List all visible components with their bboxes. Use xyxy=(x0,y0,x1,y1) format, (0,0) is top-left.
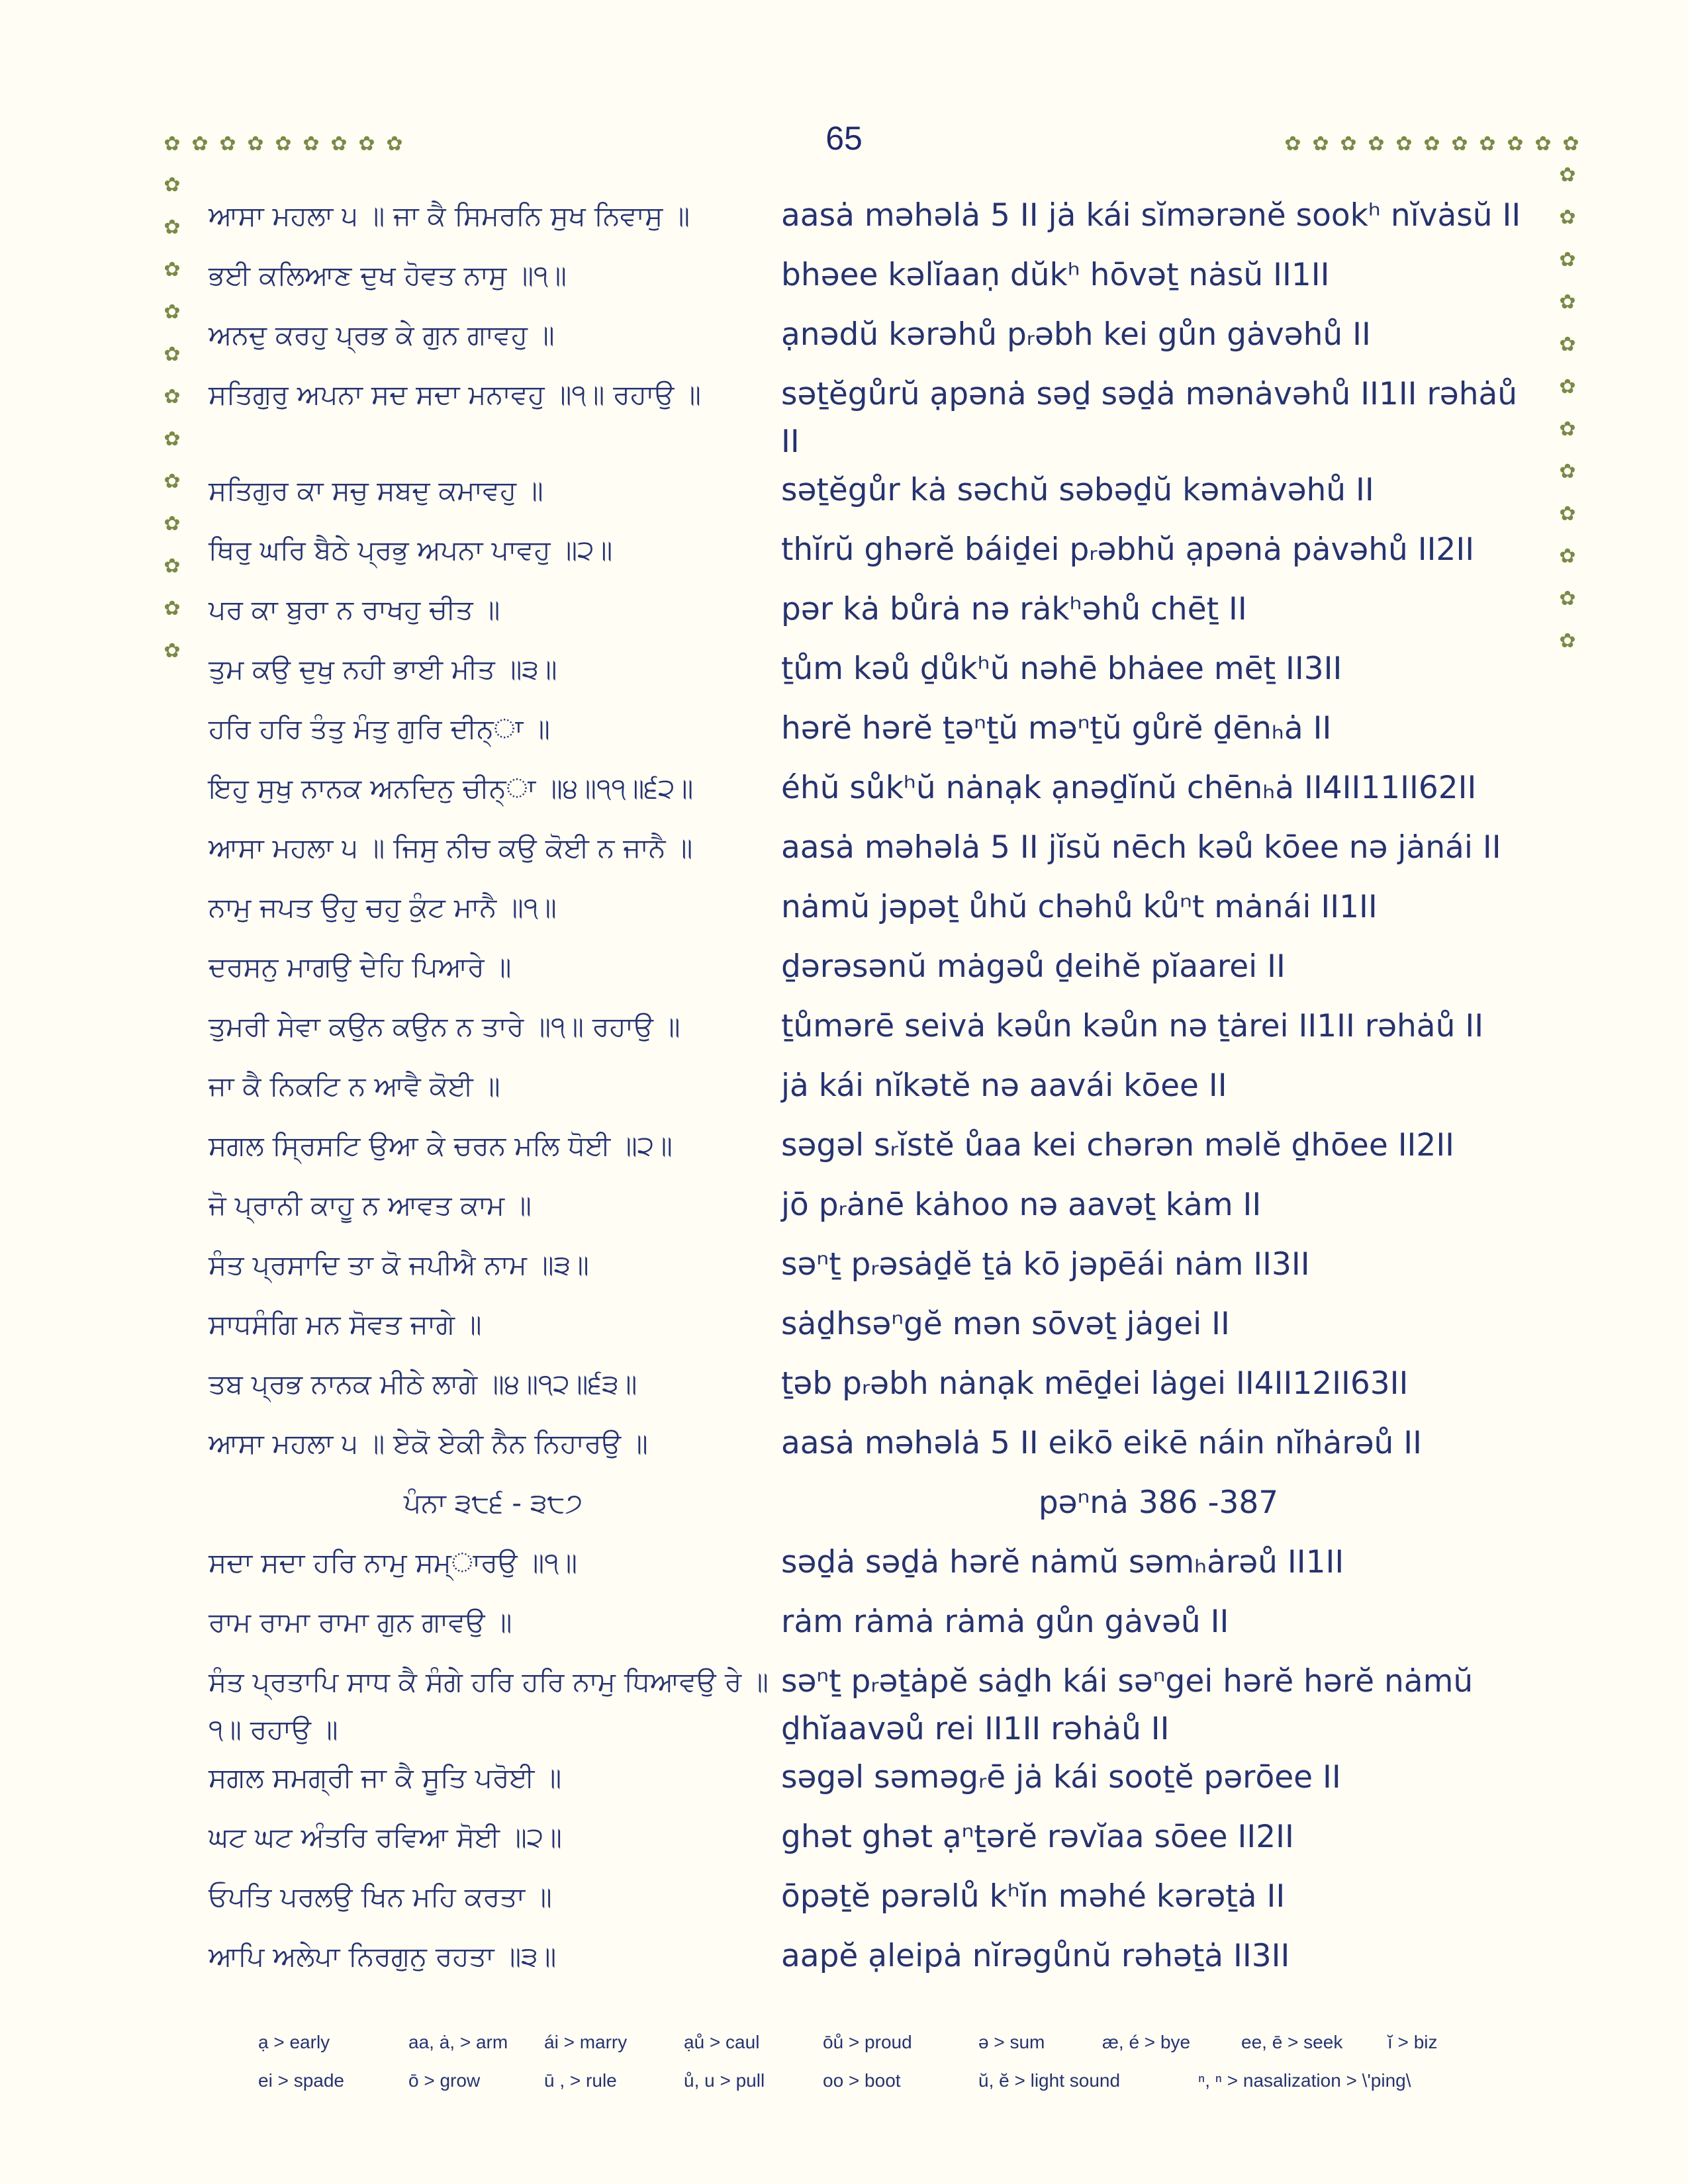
flower-icon: ✿ xyxy=(1451,132,1468,156)
flower-icon: ✿ xyxy=(164,470,181,493)
transliteration-line: aasȧ məhəlȧ 5 II jȧ kái sĭmərənĕ sookʰ nĭvȧsŭ II xyxy=(781,197,1521,234)
flower-icon: ✿ xyxy=(1559,291,1576,314)
gurmukhi-line: ਭਈ ਕਲਿਆਣ ਦੁਖ ਹੋਵਤ ਨਾਸੁ ॥੧॥ xyxy=(209,259,567,291)
legend-item: aa, ȧ, > arm xyxy=(408,2032,508,2052)
gurmukhi-line: ਹਰਿ ਹਰਿ ਤੰਤੁ ਮੰਤੁ ਗੁਰਿ ਦੀਨ੍ਾ ॥ xyxy=(209,713,550,745)
flower-icon: ✿ xyxy=(1559,502,1576,525)
gurmukhi-line: ਆਸਾ ਮਹਲਾ ੫ ॥ ਜਿਸੁ ਨੀਚ ਕਉ ਕੋਈ ਨ ਜਾਨੈ ॥ xyxy=(209,832,693,864)
verse-list xyxy=(209,192,1519,1992)
legend-item: ŭ, ĕ > light sound xyxy=(978,2070,1121,2091)
legend-item: ei > spade xyxy=(258,2070,344,2091)
legend-item: ů, u > pull xyxy=(684,2070,765,2091)
legend-item: ō > grow xyxy=(408,2070,481,2091)
flower-icon: ✿ xyxy=(164,428,181,451)
verse-row xyxy=(209,1658,1519,1754)
flower-icon: ✿ xyxy=(1559,375,1576,398)
verse-row xyxy=(209,526,1519,586)
legend-item: ái > marry xyxy=(544,2032,628,2052)
flower-icon: ✿ xyxy=(275,132,292,156)
transliteration-line: səⁿṯ pᵣəṯȧpĕ sȧḏh kái səⁿgei hərĕ hərĕ nȧmŭ ḏhĭaavəů rei II1II rəhȧů II xyxy=(781,1663,1474,1747)
flower-icon: ✿ xyxy=(1559,545,1576,568)
verse-row xyxy=(209,1003,1519,1062)
gurmukhi-line: ਤੁਮਰੀ ਸੇਵਾ ਕਉਨ ਕਉਨ ਨ ਤਾਰੇ ॥੧॥ ਰਹਾਉ ॥ xyxy=(209,1011,680,1042)
verse-row xyxy=(209,192,1519,251)
legend-item: ạ > early xyxy=(258,2032,330,2052)
flower-icon: ✿ xyxy=(164,555,181,578)
verse-row xyxy=(209,371,1519,467)
verse-row xyxy=(209,311,1519,371)
legend-item: æ, é > bye xyxy=(1102,2032,1191,2052)
transliteration-line: hərĕ hərĕ ṯəⁿṯŭ məⁿṯŭ gůrĕ ḏēnₕȧ II xyxy=(781,710,1332,747)
flower-icon: ✿ xyxy=(164,385,181,408)
legend-item: ōů > proud xyxy=(823,2032,912,2052)
page-number: 65 xyxy=(825,120,863,157)
gurmukhi-line: ਸੰਤ ਪ੍ਰਤਾਪਿ ਸਾਧ ਕੈ ਸੰਗੇ ਹਰਿ ਹਰਿ ਨਾਮੁ ਧਿਆਵਉ ਰੇ ॥੧॥ ਰਹਾਉ ॥ xyxy=(209,1666,769,1745)
gurmukhi-line: ਜਾ ਕੈ ਨਿਕਟਿ ਨ ਆਵੈ ਕੋਈ ॥ xyxy=(209,1070,500,1102)
transliteration-line: sȧḏhsəⁿgĕ mən sōvəṯ jȧgei II xyxy=(781,1306,1230,1342)
transliteration-line: səṯĕgůrŭ ạpənȧ səḏ səḏȧ mənȧvəhů II1II rəhȧů II xyxy=(781,376,1518,460)
gurmukhi-line: ਆਸਾ ਮਹਲਾ ੫ ॥ ਏਕੋ ਏਕੀ ਨੈਨ ਨਿਹਾਰਉ ॥ xyxy=(209,1428,648,1459)
flower-icon: ✿ xyxy=(164,300,181,324)
verse-row xyxy=(209,824,1519,884)
flower-icon: ✿ xyxy=(1559,629,1576,653)
gurmukhi-line: ਨਾਮੁ ਜਪਤ ਉਹੁ ਚਹੁ ਕੁੰਟ ਮਾਨੈ ॥੧॥ xyxy=(209,891,557,923)
flower-icon: ✿ xyxy=(1312,132,1329,156)
transliteration-line: ṯůmərē seivȧ kəůn kəůn nə ṯȧrei II1II rəhȧů II xyxy=(781,1008,1484,1044)
flower-icon: ✿ xyxy=(1534,132,1552,156)
transliteration-line: ṯům kəů ḏůkʰŭ nəhē bhȧee mēṯ II3II xyxy=(781,651,1342,687)
legend-item: oo > boot xyxy=(823,2070,901,2091)
transliteration-line: aapĕ ạleipȧ nĭrəgůnŭ rəhəṯȧ II3II xyxy=(781,1938,1290,1974)
verse-row xyxy=(209,1539,1519,1598)
flower-icon: ✿ xyxy=(164,132,181,156)
flower-icon: ✿ xyxy=(164,173,181,197)
verse-row xyxy=(209,1598,1519,1658)
legend-item: ạů > caul xyxy=(684,2032,760,2052)
gurmukhi-line: ਤੁਮ ਕਉ ਦੁਖੁ ਨਹੀ ਭਾਈ ਮੀਤ ॥੩॥ xyxy=(209,653,557,685)
flower-icon: ✿ xyxy=(1479,132,1496,156)
gurmukhi-line: ਸੰਤ ਪ੍ਰਸਾਦਿ ਤਾ ਕੋ ਜਪੀਐ ਨਾਮ ॥੩॥ xyxy=(209,1249,589,1281)
legend-item: ĭ > biz xyxy=(1387,2032,1438,2052)
transliteration-line: səṯĕgůr kȧ səchŭ səbəḏŭ kəmȧvəhů II xyxy=(781,472,1374,508)
flower-icon: ✿ xyxy=(164,216,181,239)
verse-row xyxy=(209,1754,1519,1813)
flower-icon: ✿ xyxy=(1368,132,1385,156)
flower-icon: ✿ xyxy=(164,512,181,535)
verse-row xyxy=(209,467,1519,526)
transliteration-line: rȧm rȧmȧ rȧmȧ gůn gȧvəů II xyxy=(781,1604,1229,1640)
transliteration-line: jȧ kái nĭkətĕ nə aavái kōee II xyxy=(781,1068,1227,1104)
legend-item: ee, ē > seek xyxy=(1241,2032,1343,2052)
verse-row xyxy=(209,764,1519,824)
flower-icon: ✿ xyxy=(1559,418,1576,441)
gurmukhi-line: ਆਪਿ ਅਲੇਪਾ ਨਿਰਗੁਨੁ ਰਹਤਾ ॥੩॥ xyxy=(209,1940,557,1972)
verse-row xyxy=(209,1813,1519,1873)
gurmukhi-line: ਇਹੁ ਸੁਖੁ ਨਾਨਕ ਅਨਦਿਨੁ ਚੀਨ੍ਾ ॥੪॥੧੧॥੬੨॥ xyxy=(209,772,694,804)
flower-icon: ✿ xyxy=(1559,333,1576,356)
page-reference-gurmukhi: ਪੰਨਾ ੩੮੬ - ੩੮੭ xyxy=(403,1487,583,1519)
transliteration-line: ōpəṯĕ pərəlů kʰĭn məhé kərəṯȧ II xyxy=(781,1878,1286,1915)
gurmukhi-line: ਸਦਾ ਸਦਾ ਹਰਿ ਨਾਮੁ ਸਮ੍ਾਰਉ ॥੧॥ xyxy=(209,1547,578,1578)
gurmukhi-line: ਜੋ ਪ੍ਰਾਨੀ ਕਾਹੂ ਨ ਆਵਤ ਕਾਮ ॥ xyxy=(209,1189,532,1221)
flower-icon: ✿ xyxy=(330,132,348,156)
page-reference-row xyxy=(209,1479,1519,1539)
gurmukhi-line: ਸਤਿਗੁਰ ਕਾ ਸਚੁ ਸਬਦੁ ਕਮਾਵਹੁ ॥ xyxy=(209,475,543,506)
verse-row xyxy=(209,1122,1519,1181)
flower-icon: ✿ xyxy=(1559,587,1576,610)
transliteration-line: éhŭ sůkʰŭ nȧnạk ạnəḏĭnŭ chēnₕȧ II4II11II62II xyxy=(781,770,1477,806)
gurmukhi-line: ਸਾਧਸੰਗਿ ਮਨ ਸੋਵਤ ਜਾਗੇ ॥ xyxy=(209,1308,482,1340)
verse-row xyxy=(209,1241,1519,1300)
gurmukhi-line: ਤਬ ਪ੍ਰਭ ਨਾਨਕ ਮੀਠੇ ਲਾਗੇ ॥੪॥੧੨॥੬੩॥ xyxy=(209,1368,637,1400)
verse-row xyxy=(209,705,1519,764)
verse-row xyxy=(209,1420,1519,1479)
gurmukhi-line: ਦਰਸਨੁ ਮਾਗਉ ਦੇਹਿ ਪਿਆਰੇ ॥ xyxy=(209,951,512,983)
flower-icon: ✿ xyxy=(164,597,181,620)
legend-item: ū , > rule xyxy=(544,2070,617,2091)
gurmukhi-line: ਘਟ ਘਟ ਅੰਤਰਿ ਰਵਿਆ ਸੋਈ ॥੨॥ xyxy=(209,1821,562,1853)
verse-row xyxy=(209,1300,1519,1360)
transliteration-line: aasȧ məhəlȧ 5 II eikō eikē náin nĭhȧrəů II xyxy=(781,1425,1422,1461)
flower-icon: ✿ xyxy=(1395,132,1413,156)
flower-icon: ✿ xyxy=(1559,460,1576,483)
verse-row xyxy=(209,645,1519,705)
flower-icon: ✿ xyxy=(164,258,181,281)
gurmukhi-line: ਸਗਲ ਸਮਗ੍ਰੀ ਜਾ ਕੈ ਸੂਤਿ ਪਰੋਈ ॥ xyxy=(209,1762,562,1794)
gurmukhi-line: ਥਿਰੁ ਘਰਿ ਬੈਠੇ ਪ੍ਰਭੁ ਅਪਨਾ ਪਾਵਹੁ ॥੨॥ xyxy=(209,534,613,566)
flower-icon: ✿ xyxy=(1562,132,1579,156)
legend-item: ə > sum xyxy=(978,2032,1045,2052)
flower-icon: ✿ xyxy=(191,132,209,156)
transliteration-line: aasȧ məhəlȧ 5 II jĭsŭ nēch kəů kōee nə jȧnái II xyxy=(781,829,1501,866)
gurmukhi-line: ਸਤਿਗੁਰੁ ਅਪਨਾ ਸਦ ਸਦਾ ਮਨਾਵਹੁ ॥੧॥ ਰਹਾਉ ॥ xyxy=(209,379,701,410)
verse-row xyxy=(209,884,1519,943)
flower-icon: ✿ xyxy=(1559,248,1576,271)
verse-row xyxy=(209,251,1519,311)
transliteration-line: bhəee kəlĭaaṇ dŭkʰ hōvəṯ nȧsŭ II1II xyxy=(781,257,1330,293)
transliteration-line: ghət ghət ạⁿṯərĕ rəvĭaa sōee II2II xyxy=(781,1819,1294,1855)
legend-item: ⁿ, ⁿ > nasalization > \'ping\ xyxy=(1198,2070,1411,2091)
transliteration-line: jō pᵣȧnē kȧhoo nə aavəṯ kȧm II xyxy=(781,1187,1262,1223)
gurmukhi-line: ਪਰ ਕਾ ਬੁਰਾ ਨ ਰਾਖਹੁ ਚੀਤ ॥ xyxy=(209,594,500,625)
transliteration-line: ạnədŭ kərəhů pᵣəbh kei gůn gȧvəhů II xyxy=(781,316,1371,353)
verse-row xyxy=(209,943,1519,1003)
flower-icon: ✿ xyxy=(1340,132,1357,156)
transliteration-line: nȧmŭ jəpəṯ ůhŭ chəhů kůⁿt mȧnái II1II xyxy=(781,889,1378,925)
flower-icon: ✿ xyxy=(247,132,264,156)
flower-icon: ✿ xyxy=(1507,132,1524,156)
transliteration-line: thĭrŭ ghərĕ báiḏei pᵣəbhŭ ạpənȧ pȧvəhů II2II xyxy=(781,531,1475,568)
verse-row xyxy=(209,1933,1519,1992)
transliteration-line: səⁿṯ pᵣəsȧḏĕ ṯȧ kō jəpēái nȧm II3II xyxy=(781,1246,1310,1283)
verse-row xyxy=(209,1873,1519,1933)
flower-icon: ✿ xyxy=(1559,206,1576,229)
flower-icon: ✿ xyxy=(303,132,320,156)
gurmukhi-line: ਆਸਾ ਮਹਲਾ ੫ ॥ ਜਾ ਕੈ ਸਿਮਰਨਿ ਸੁਖ ਨਿਵਾਸੁ ॥ xyxy=(209,200,690,232)
gurmukhi-line: ਓਪਤਿ ਪਰਲਉ ਖਿਨ ਮਹਿ ਕਰਤਾ ॥ xyxy=(209,1881,552,1913)
flower-icon: ✿ xyxy=(358,132,375,156)
transliteration-line: ḏərəsənŭ mȧgəů ḏeihĕ pĭaarei II xyxy=(781,948,1286,985)
transliteration-line: səḏȧ səḏȧ hərĕ nȧmŭ səmₕȧrəů II1II xyxy=(781,1544,1344,1580)
verse-row xyxy=(209,1360,1519,1420)
flower-icon: ✿ xyxy=(164,343,181,366)
transliteration-line: səgəl sᵣĭstĕ ůaa kei chərən məlĕ ḏhōee II2II xyxy=(781,1127,1455,1163)
flower-icon: ✿ xyxy=(386,132,403,156)
transliteration-line: səgəl səməgᵣē jȧ kái sooṯĕ pərōee II xyxy=(781,1759,1341,1796)
legend-row xyxy=(258,2070,1516,2109)
transliteration-line: pər kȧ bůrȧ nə rȧkʰəhů chēṯ II xyxy=(781,591,1247,627)
flower-icon: ✿ xyxy=(1423,132,1440,156)
gurmukhi-line: ਅਨਦੁ ਕਰਹੁ ਪ੍ਰਭ ਕੇ ਗੁਨ ਗਾਵਹੁ ॥ xyxy=(209,319,555,351)
transliteration-line: ṯəb pᵣəbh nȧnạk mēḏei lȧgei II4II12II63II xyxy=(781,1365,1409,1402)
flower-icon: ✿ xyxy=(164,639,181,662)
verse-row xyxy=(209,586,1519,645)
gurmukhi-line: ਰਾਮ ਰਾਮਾ ਰਾਮਾ ਗੁਨ ਗਾਵਉ ॥ xyxy=(209,1606,512,1638)
legend-row xyxy=(258,2032,1516,2070)
flower-icon: ✿ xyxy=(1559,163,1576,187)
verse-row xyxy=(209,1062,1519,1122)
verse-row xyxy=(209,1181,1519,1241)
gurmukhi-line: ਸਗਲ ਸ੍ਰਿਸਟਿ ਉਆ ਕੇ ਚਰਨ ਮਲਿ ਧੋਈ ॥੨॥ xyxy=(209,1130,673,1161)
flower-icon: ✿ xyxy=(1284,132,1301,156)
pronunciation-legend xyxy=(258,2032,1516,2109)
flower-icon: ✿ xyxy=(219,132,236,156)
page-reference-translit: pəⁿnȧ 386 -387 xyxy=(1038,1484,1279,1521)
